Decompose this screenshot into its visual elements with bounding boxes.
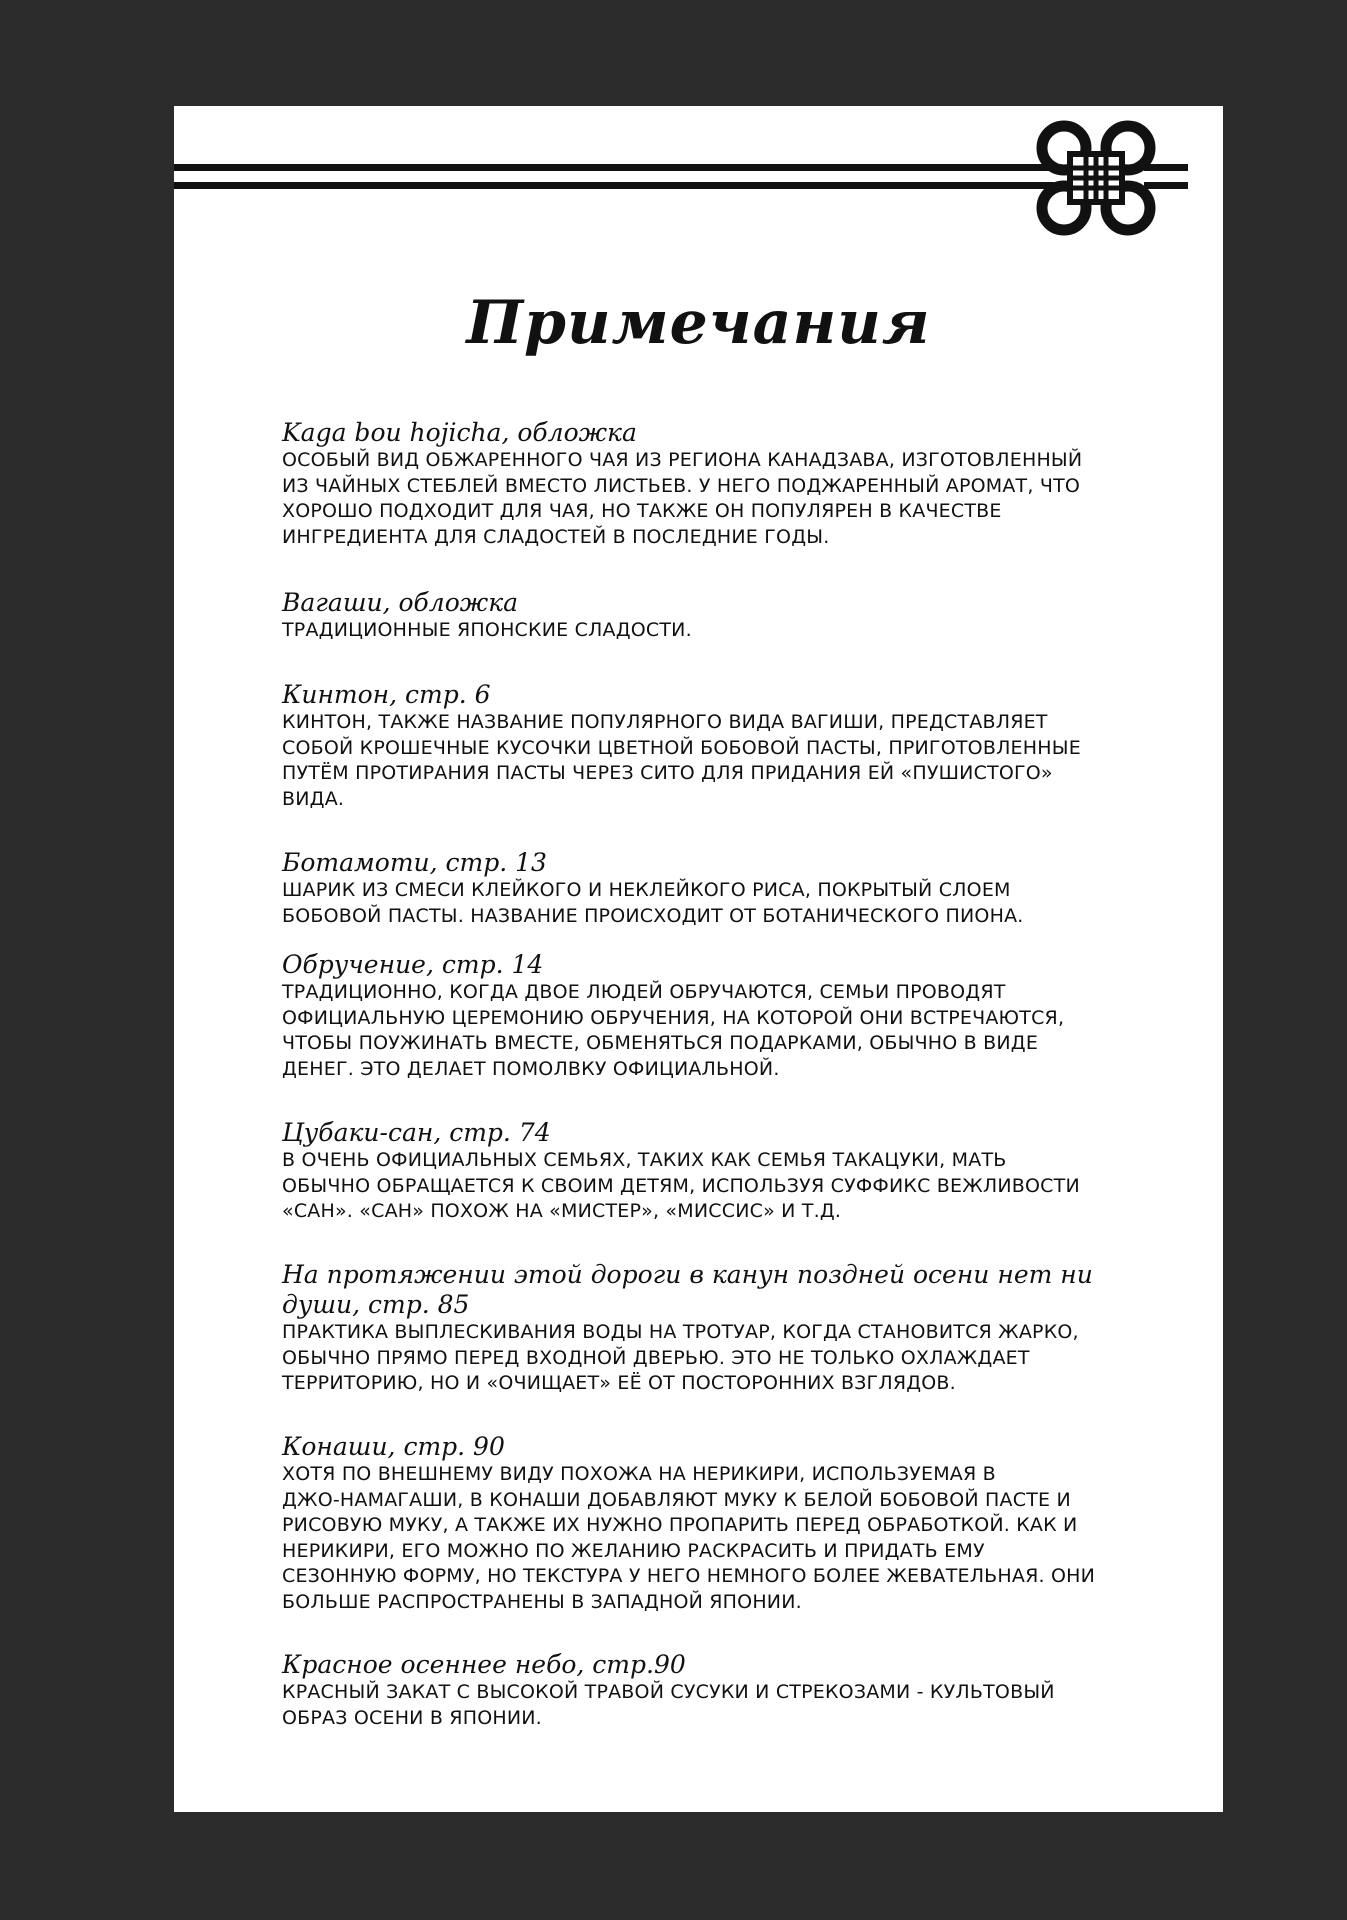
- note-heading: Ботамоти, стр. 13: [282, 848, 547, 877]
- note-body: ОСОБЫЙ ВИД ОБЖАРЕННОГО ЧАЯ ИЗ РЕГИОНА КАНАДЗАВА, ИЗГОТОВЛЕННЫЙ ИЗ ЧАЙНЫХ СТЕБЛЕЙ ВМЕСТО ЛИСТЬЕВ. У НЕГО ПОДЖАРЕННЫЙ АРОМАТ, ЧТО ХОРОШО ПОДХОДИТ ДЛЯ ЧАЯ, НО ТАКЖЕ ОН ПОПУЛЯРЕН В КАЧЕСТВЕ ИНГРЕДИЕНТА ДЛЯ СЛАДОСТЕЙ В ПОСЛЕДНИЕ ГОДЫ.: [282, 449, 1083, 548]
- note-item: [282, 1650, 1142, 1731]
- top-rule-lower: [174, 182, 1054, 189]
- note-body: ТРАДИЦИОННЫЕ ЯПОНСКИЕ СЛАДОСТИ.: [282, 619, 692, 641]
- note-heading: Цубаки-сан, стр. 74: [282, 1118, 551, 1147]
- note-item: [282, 1260, 1142, 1397]
- note-item: [282, 1118, 1142, 1225]
- notes-page: [174, 106, 1223, 1812]
- knot-ornament-icon: [1034, 118, 1158, 238]
- note-body: В ОЧЕНЬ ОФИЦИАЛЬНЫХ СЕМЬЯХ, ТАКИХ КАК СЕМЬЯ ТАКАЦУКИ, МАТЬ ОБЫЧНО ОБРАЩАЕТСЯ К СВОИМ ДЕТЯМ, ИСПОЛЬЗУЯ СУФФИКС ВЕЖЛИВОСТИ «САН». «САН» ПОХОЖ НА «МИСТЕР», «МИССИС» И Т.Д.: [282, 1149, 1080, 1222]
- note-heading: Кинтон, стр. 6: [282, 680, 491, 709]
- note-body: ТРАДИЦИОННО, КОГДА ДВОЕ ЛЮДЕЙ ОБРУЧАЮТСЯ, СЕМЬИ ПРОВОДЯТ ОФИЦИАЛЬНУЮ ЦЕРЕМОНИЮ ОБРУЧЕНИЯ, НА КОТОРОЙ ОНИ ВСТРЕЧАЮТСЯ, ЧТОБЫ ПОУЖИНАТЬ ВМЕСТЕ, ОБМЕНЯТЬСЯ ПОДАРКАМИ, ОБЫЧНО В ВИДЕ ДЕНЕГ. ЭТО ДЕЛАЕТ ПОМОЛВКУ ОФИЦИАЛЬНОЙ.: [282, 981, 1065, 1080]
- note-body: ШАРИК ИЗ СМЕСИ КЛЕЙКОГО И НЕКЛЕЙКОГО РИСА, ПОКРЫТЫЙ СЛОЕМ БОБОВОЙ ПАСТЫ. НАЗВАНИЕ ПРОИСХОДИТ ОТ БОТАНИЧЕСКОГО ПИОНА.: [282, 879, 1024, 927]
- note-item: [282, 680, 1142, 812]
- note-item: [282, 588, 1142, 644]
- page-title: Примечания: [466, 288, 931, 358]
- note-heading: Конаши, стр. 90: [282, 1432, 505, 1461]
- note-body: КИНТОН, ТАКЖЕ НАЗВАНИЕ ПОПУЛЯРНОГО ВИДА ВАГИШИ, ПРЕДСТАВЛЯЕТ СОБОЙ КРОШЕЧНЫЕ КУСОЧКИ ЦВЕТНОЙ БОБОВОЙ ПАСТЫ, ПРИГОТОВЛЕННЫЕ ПУТЁМ ПРОТИРАНИЯ ПАСТЫ ЧЕРЕЗ СИТО ДЛЯ ПРИДАНИЯ ЕЙ «ПУШИСТОГО» ВИДА.: [282, 711, 1081, 810]
- note-heading: Обручение, стр. 14: [282, 950, 544, 979]
- note-item: [282, 950, 1142, 1082]
- note-body: КРАСНЫЙ ЗАКАТ С ВЫСОКОЙ ТРАВОЙ СУСУКИ И СТРЕКОЗАМИ - КУЛЬТОВЫЙ ОБРАЗ ОСЕНИ В ЯПОНИИ.: [282, 1681, 1055, 1729]
- note-body: ХОТЯ ПО ВНЕШНЕМУ ВИДУ ПОХОЖА НА НЕРИКИРИ, ИСПОЛЬЗУЕМАЯ В ДЖО-НАМАГАШИ, В КОНАШИ ДОБАВЛЯЮТ МУКУ К БЕЛОЙ БОБОВОЙ ПАСТЕ И РИСОВУЮ МУКУ, А ТАКЖЕ ИХ НУЖНО ПРОПАРИТЬ ПЕРЕД ОБРАБОТКОЙ. КАК И НЕРИКИРИ, ЕГО МОЖНО ПО ЖЕЛАНИЮ РАСКРАСИТЬ И ПРИДАТЬ ЕМУ СЕЗОННУЮ ФОРМУ, НО ТЕКСТУРА У НЕГО НЕМНОГО БОЛЕЕ ЖЕВАТЕЛЬНАЯ. ОНИ БОЛЬШЕ РАСПРОСТРАНЕНЫ В ЗАПАДНОЙ ЯПОНИИ.: [282, 1463, 1096, 1613]
- note-heading: На протяжении этой дороги в канун поздней осени нет ни души, стр. 85: [282, 1260, 1093, 1319]
- note-item: [282, 848, 1142, 929]
- note-item: [282, 1432, 1142, 1615]
- note-heading: Kaga bou hojicha, обложка: [282, 418, 637, 447]
- note-body: ПРАКТИКА ВЫПЛЕСКИВАНИЯ ВОДЫ НА ТРОТУАР, КОГДА СТАНОВИТСЯ ЖАРКО, ОБЫЧНО ПРЯМО ПЕРЕД ВХОДНОЙ ДВЕРЬЮ. ЭТО НЕ ТОЛЬКО ОХЛАЖДАЕТ ТЕРРИТОРИЮ, НО И «ОЧИЩАЕТ» ЕЁ ОТ ПОСТОРОННИХ ВЗГЛЯДОВ.: [282, 1321, 1079, 1394]
- note-heading: Красное осеннее небо, стр.90: [282, 1650, 686, 1679]
- note-heading: Вагаши, обложка: [282, 588, 519, 617]
- note-item: [282, 418, 1142, 550]
- top-rule-upper: [174, 164, 1054, 171]
